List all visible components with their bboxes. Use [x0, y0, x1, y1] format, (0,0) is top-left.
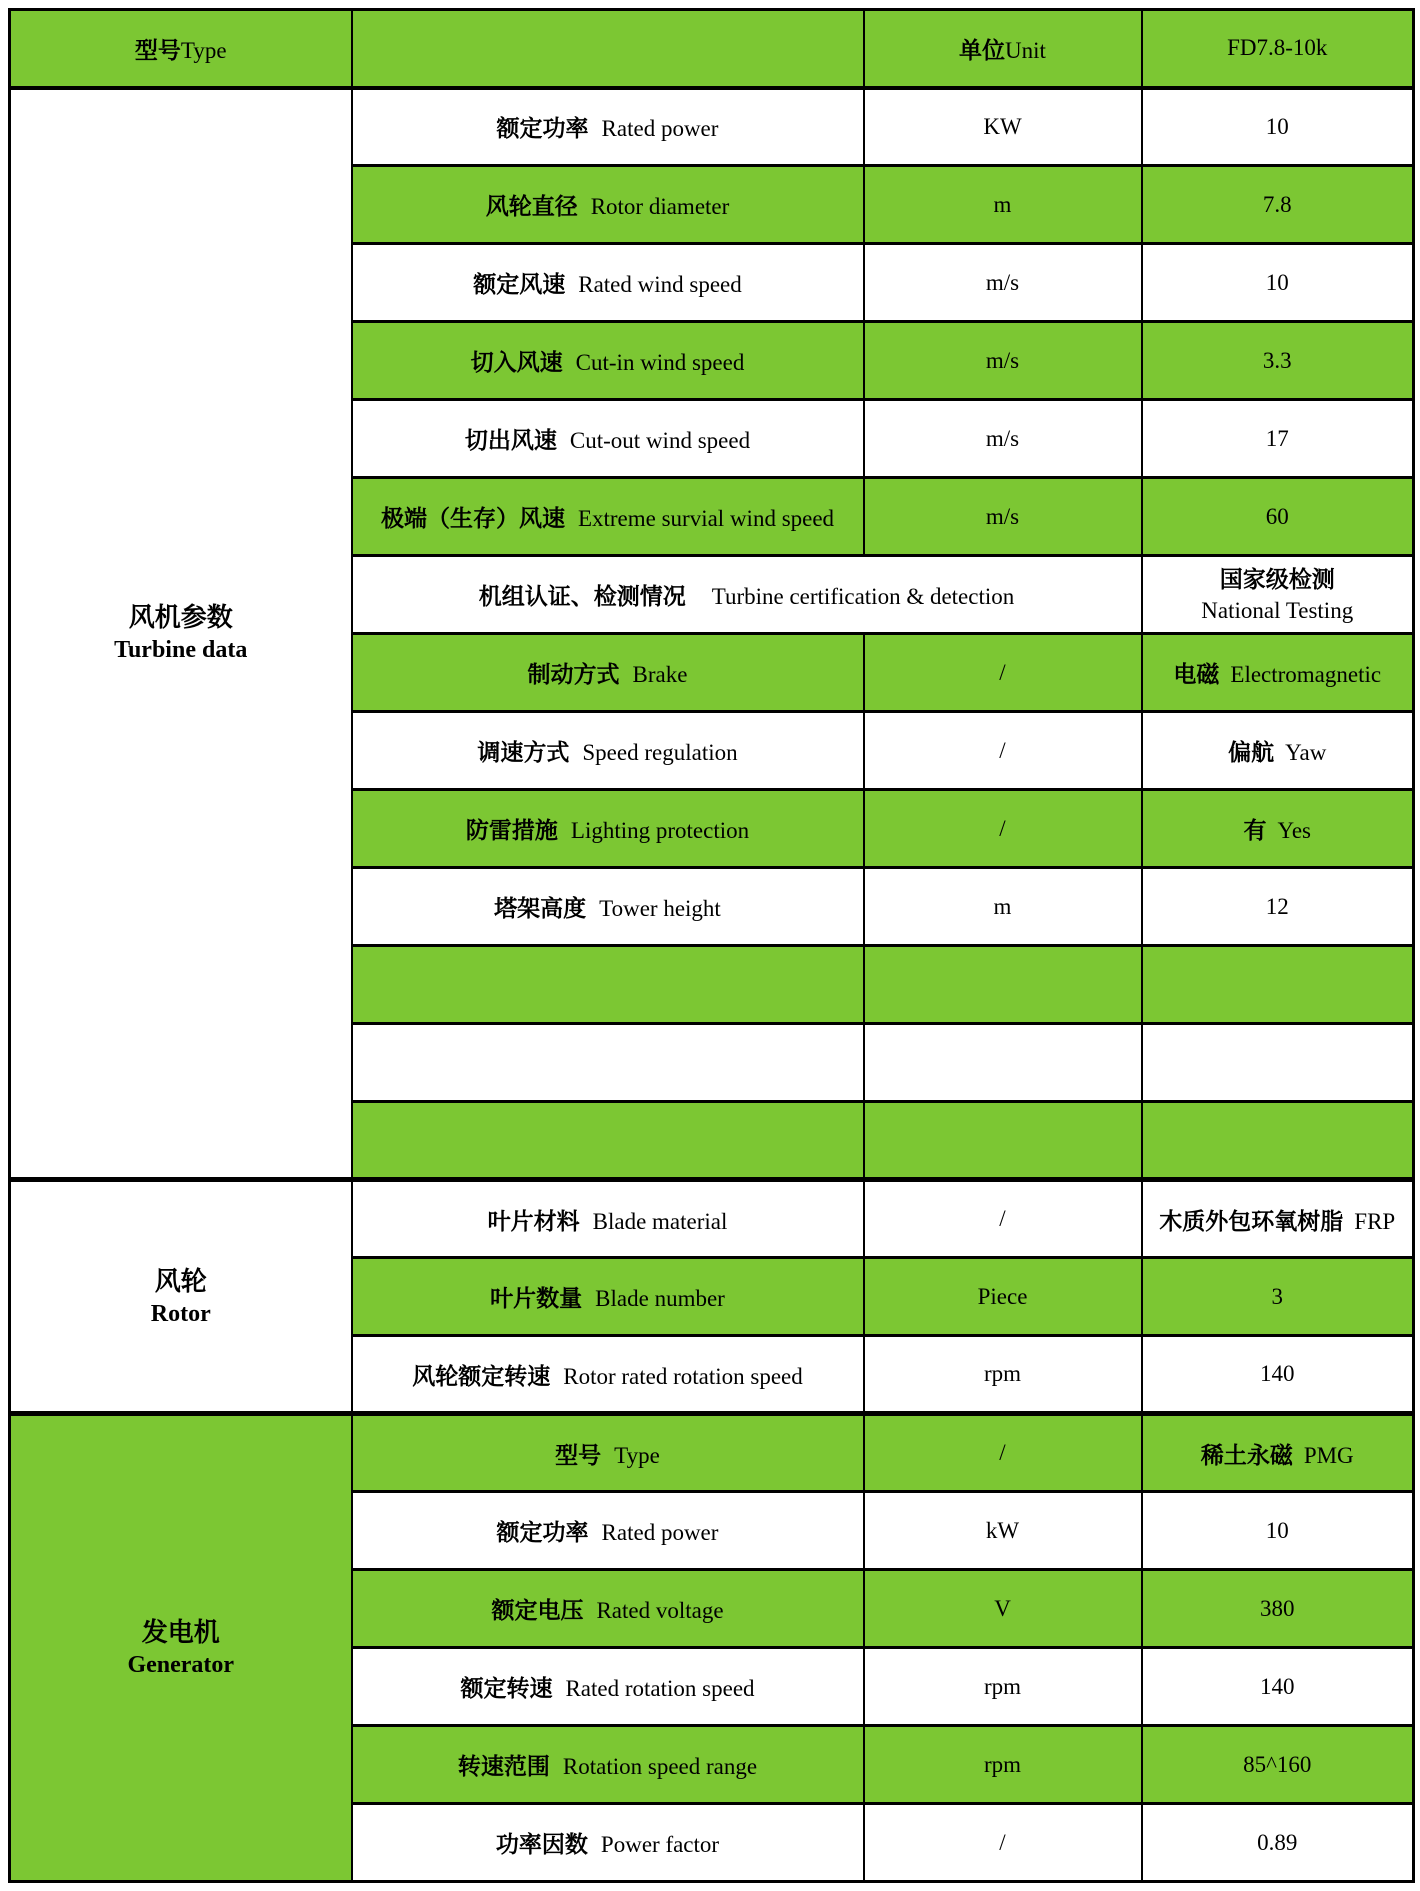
- param-cell: [352, 1492, 864, 1570]
- param-zh: 调速方式: [477, 739, 570, 765]
- param-zh: 切出风速: [464, 427, 557, 453]
- header-type-en: Type: [180, 37, 227, 63]
- section-label-en: Generator: [127, 1652, 235, 1678]
- value-cell: 140: [1142, 1336, 1414, 1414]
- param-zh: 额定电压: [491, 1597, 584, 1623]
- unit-cell: m/s: [864, 322, 1142, 400]
- header-blank-cell: [352, 10, 864, 88]
- row-rated-power: [10, 88, 1414, 166]
- empty-unit-cell: [864, 1102, 1142, 1180]
- value-cell: [1142, 556, 1414, 634]
- empty-param-cell: [352, 1024, 864, 1102]
- unit-cell: KW: [864, 88, 1142, 166]
- param-cell: [352, 1336, 864, 1414]
- param-cell: [352, 1570, 864, 1648]
- unit-cell: /: [864, 1414, 1142, 1492]
- value-cell: 380: [1142, 1570, 1414, 1648]
- unit-cell: /: [864, 790, 1142, 868]
- param-en: Blade number: [595, 1286, 725, 1311]
- value-cell: [1142, 790, 1414, 868]
- param-cell: [352, 1258, 864, 1336]
- value-cell: [1142, 712, 1414, 790]
- param-cell: [352, 244, 864, 322]
- param-cell-merged: [352, 556, 1142, 634]
- value-cell: [1142, 1180, 1414, 1258]
- param-cell: [352, 478, 864, 556]
- value-zh: 木质外包环氧树脂: [1159, 1207, 1344, 1234]
- header-unit-zh: 单位: [959, 36, 1006, 63]
- unit-cell: m/s: [864, 478, 1142, 556]
- value-zh: 有: [1243, 817, 1267, 843]
- param-zh: 制动方式: [527, 661, 620, 687]
- header-model-cell: FD7.8-10k: [1142, 10, 1414, 88]
- value-cell: 17: [1142, 400, 1414, 478]
- row-generator-type: [10, 1414, 1414, 1492]
- value-en: PMG: [1303, 1442, 1354, 1468]
- value-zh: 偏航: [1228, 739, 1275, 765]
- param-cell: [352, 322, 864, 400]
- value-zh: 稀土永磁: [1200, 1441, 1293, 1468]
- param-zh: 风轮额定转速: [412, 1362, 551, 1389]
- empty-unit-cell: [864, 946, 1142, 1024]
- param-en: Rated voltage: [596, 1598, 724, 1623]
- section-label-en: Rotor: [150, 1300, 211, 1327]
- param-en: Turbine certification & detection: [711, 584, 1015, 609]
- section-generator: [10, 1414, 352, 1882]
- param-en: Rotor rated rotation speed: [563, 1363, 803, 1389]
- param-en: Rated power: [601, 116, 719, 142]
- param-zh: 叶片材料: [487, 1207, 580, 1234]
- empty-param-cell: [352, 946, 864, 1024]
- header-unit-en: Unit: [1005, 37, 1046, 63]
- unit-cell: kW: [864, 1492, 1142, 1570]
- param-cell: [352, 88, 864, 166]
- section-label-zh: 发电机: [141, 1617, 220, 1647]
- value-cell: 10: [1142, 88, 1414, 166]
- empty-unit-cell: [864, 1024, 1142, 1102]
- param-en: Rated power: [601, 1520, 719, 1545]
- section-label-en: Turbine data: [114, 637, 248, 664]
- value-cell: [1142, 634, 1414, 712]
- param-en: Lighting protection: [570, 818, 750, 843]
- value-en: Yes: [1277, 818, 1311, 843]
- param-zh: 转速范围: [457, 1753, 550, 1779]
- header-row: [10, 10, 1414, 88]
- value-zh: 国家级检测: [1219, 565, 1335, 592]
- param-cell: [352, 1648, 864, 1726]
- unit-cell: V: [864, 1570, 1142, 1648]
- param-zh: 风轮直径: [485, 193, 578, 219]
- value-cell: 3.3: [1142, 322, 1414, 400]
- value-en: National Testing: [1201, 597, 1354, 623]
- param-en: Rotation speed range: [562, 1754, 758, 1779]
- header-type-zh: 型号: [134, 36, 181, 63]
- param-cell: [352, 712, 864, 790]
- value-en: FRP: [1354, 1208, 1396, 1234]
- unit-cell: m/s: [864, 400, 1142, 478]
- param-zh: 叶片数量: [490, 1285, 583, 1311]
- unit-cell: m: [864, 166, 1142, 244]
- param-en: Speed regulation: [582, 740, 738, 765]
- param-zh: 额定转速: [460, 1675, 553, 1701]
- section-rotor: [10, 1180, 352, 1414]
- param-en: Power factor: [600, 1832, 720, 1857]
- param-zh: 额定功率: [496, 115, 589, 142]
- param-en: Blade material: [592, 1208, 728, 1234]
- empty-value-cell: [1142, 1024, 1414, 1102]
- unit-cell: rpm: [864, 1726, 1142, 1804]
- unit-cell: /: [864, 712, 1142, 790]
- param-cell: [352, 790, 864, 868]
- param-zh: 型号: [555, 1441, 602, 1468]
- param-zh: 防雷措施: [465, 817, 558, 843]
- value-cell: 7.8: [1142, 166, 1414, 244]
- section-turbine-data: [10, 88, 352, 1180]
- unit-cell: m/s: [864, 244, 1142, 322]
- value-cell: 0.89: [1142, 1804, 1414, 1882]
- param-cell: [352, 400, 864, 478]
- value-cell: 85^160: [1142, 1726, 1414, 1804]
- value-cell: 60: [1142, 478, 1414, 556]
- empty-value-cell: [1142, 1102, 1414, 1180]
- param-en: Type: [614, 1442, 660, 1468]
- unit-cell: /: [864, 1180, 1142, 1258]
- unit-cell: Piece: [864, 1258, 1142, 1336]
- header-type-cell: [10, 10, 352, 88]
- empty-param-cell: [352, 1102, 864, 1180]
- value-cell: 10: [1142, 1492, 1414, 1570]
- param-en: Cut-in wind speed: [575, 350, 745, 375]
- value-cell: 10: [1142, 244, 1414, 322]
- section-label-zh: 风轮: [154, 1265, 207, 1296]
- unit-cell: m: [864, 868, 1142, 946]
- unit-cell: /: [864, 1804, 1142, 1882]
- param-en: Rotor diameter: [590, 194, 730, 219]
- section-label-zh: 风机参数: [128, 602, 233, 633]
- unit-cell: rpm: [864, 1648, 1142, 1726]
- param-cell: [352, 166, 864, 244]
- unit-cell: rpm: [864, 1336, 1142, 1414]
- value-cell: 12: [1142, 868, 1414, 946]
- param-en: Brake: [632, 662, 688, 687]
- param-cell: [352, 1180, 864, 1258]
- param-cell: [352, 634, 864, 712]
- value-cell: 3: [1142, 1258, 1414, 1336]
- param-zh: 极端（生存）风速: [380, 505, 565, 531]
- param-zh: 塔架高度: [494, 895, 587, 921]
- param-cell: [352, 1804, 864, 1882]
- param-zh: 额定风速: [473, 271, 566, 297]
- empty-value-cell: [1142, 946, 1414, 1024]
- param-en: Rated rotation speed: [565, 1676, 755, 1701]
- param-zh: 额定功率: [496, 1519, 589, 1545]
- param-en: Rated wind speed: [578, 272, 742, 297]
- value-en: Electromagnetic: [1230, 662, 1382, 687]
- param-en: Tower height: [599, 896, 721, 921]
- value-cell: [1142, 1414, 1414, 1492]
- param-zh: 切入风速: [470, 349, 563, 375]
- header-unit-cell: [864, 10, 1142, 88]
- param-en: Extreme survial wind speed: [577, 506, 835, 531]
- param-en: Cut-out wind speed: [569, 428, 751, 453]
- row-blade-material: [10, 1180, 1414, 1258]
- turbine-spec-table: [8, 8, 1415, 1883]
- param-cell: [352, 868, 864, 946]
- value-en: Yaw: [1285, 740, 1327, 765]
- value-zh: 电磁: [1173, 661, 1220, 687]
- param-zh: 机组认证、检测情况: [478, 583, 686, 609]
- param-zh: 功率因数: [495, 1831, 588, 1857]
- param-cell: [352, 1726, 864, 1804]
- value-cell: 140: [1142, 1648, 1414, 1726]
- unit-cell: /: [864, 634, 1142, 712]
- param-cell: [352, 1414, 864, 1492]
